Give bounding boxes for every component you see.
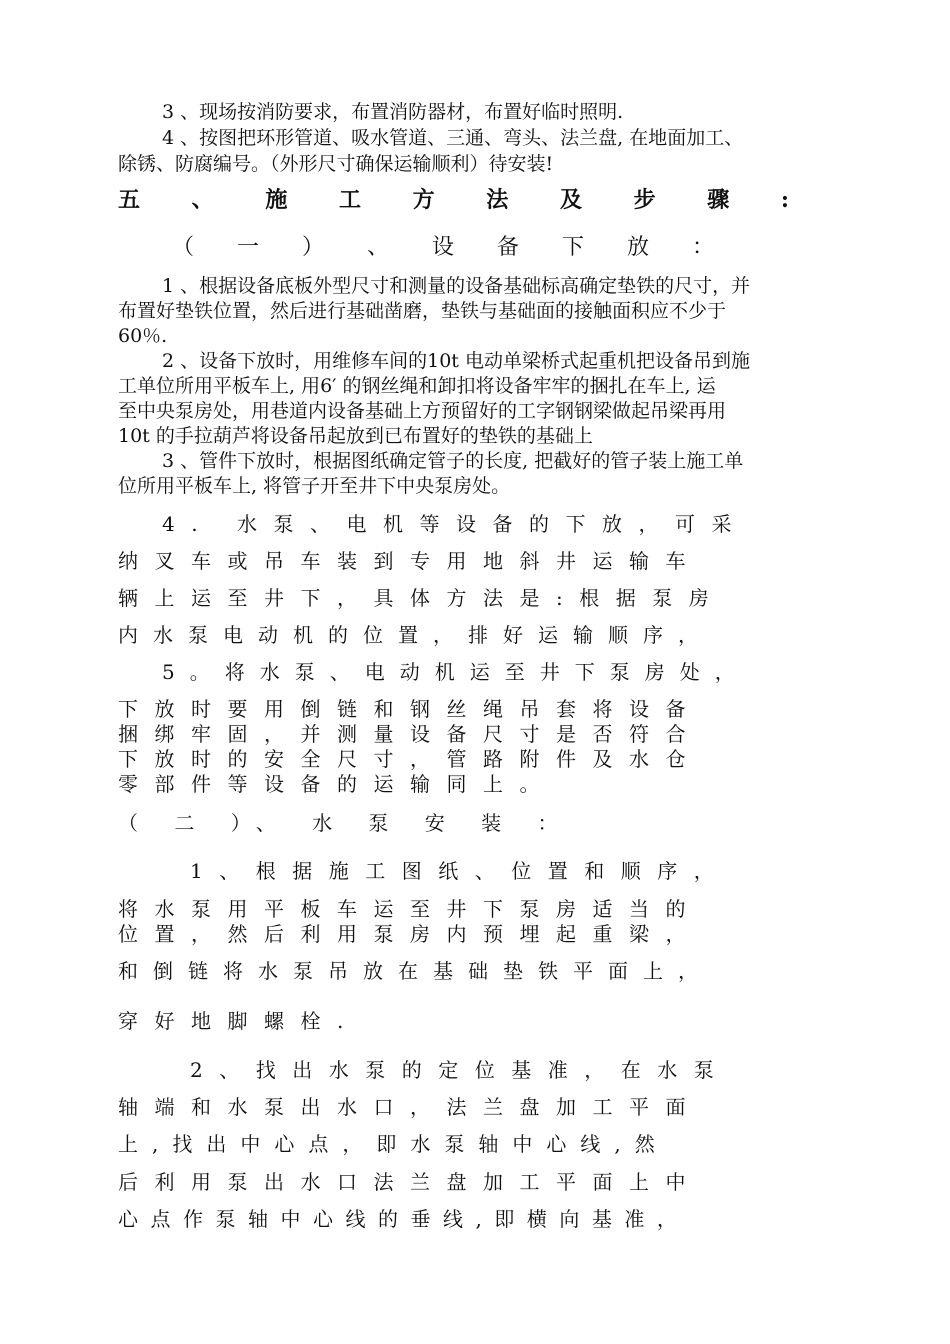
paragraph-line: 布置好垫铁位置，然后进行基础凿磨，垫铁与基础面的接触面积应不少于 bbox=[118, 300, 727, 322]
paragraph-line: 1 、根据设备底板外型尺寸和测量的设备基础标高确定垫铁的尺寸，并 bbox=[162, 275, 751, 297]
paragraph-line: 零部件等设备的运输同上。 bbox=[118, 772, 556, 796]
paragraph-line: 2 、设备下放时，用维修车间的10t 电动单梁桥式起重机把设备吊到施 bbox=[162, 350, 750, 372]
paragraph-line: 位置，然后利用泵房内预埋起重梁， bbox=[118, 922, 702, 946]
subsection-heading: （ 二 ）、 水 泵 安 装 ： bbox=[118, 811, 573, 835]
paragraph-line: 工单位所用平板车上, 用6′ 的钢丝绳和卸扣将设备牢牢的捆扎在车上, 运 bbox=[118, 375, 716, 397]
subsection-heading: （ 一 ） 、 设 备 下 放 ： bbox=[172, 235, 732, 260]
paragraph-line: 至中央泵房处，用巷道内设备基础上方预留好的工字钢钢梁做起吊梁再用 bbox=[118, 400, 727, 422]
paragraph-line: 2、找出水泵的定位基准，在水泵 bbox=[190, 1058, 731, 1082]
paragraph-line: 4 、按图把环形管道、吸水管道、三通、弯头、法兰盘, 在地面加工、 bbox=[162, 127, 744, 149]
paragraph-line: 5。将水泵、电动机运至井下泵房处， bbox=[162, 660, 750, 684]
paragraph-line: 上,找出中心点，即水泵轴中心线,然 bbox=[118, 1132, 669, 1156]
paragraph-line: 捆绑牢固，并测量设备尺寸是否符合 bbox=[118, 722, 702, 746]
paragraph-line: 位所用平板车上, 将管子开至井下中央泵房处。 bbox=[118, 475, 511, 497]
paragraph-line: 轴端和水泵出水口，法兰盘加工平面 bbox=[118, 1095, 702, 1119]
paragraph-line: 10t 的手拉葫芦将设备吊起放到已布置好的垫铁的基础上 bbox=[118, 425, 593, 447]
paragraph-line: 后利用泵出水口法兰盘加工平面上中 bbox=[118, 1170, 702, 1194]
paragraph-line: 内水泵电动机的位置，排好运输顺序， bbox=[118, 623, 713, 647]
paragraph-line: 1、根据施工图纸、位置和顺序， bbox=[190, 859, 731, 883]
paragraph-line: 下放时的安全尺寸，管路附件及水仓 bbox=[118, 747, 702, 771]
paragraph-line: 60％. bbox=[118, 325, 168, 347]
paragraph-line: 将水泵用平板车运至井下泵房适当的 bbox=[118, 897, 702, 921]
paragraph-line: 穿好地脚螺栓. bbox=[118, 1009, 360, 1033]
section-heading: 五 、 施 工 方 法 及 步 骤 : bbox=[118, 187, 812, 213]
paragraph-line: 3 、管件下放时，根据图纸确定管子的长度, 把截好的管子装上施工单 bbox=[162, 450, 744, 472]
paragraph-line: 3 、现场按消防要求，布置消防器材，布置好临时照明. bbox=[162, 101, 624, 123]
paragraph-line: 心点作泵轴中心线的垂线,即横向基准， bbox=[118, 1207, 690, 1231]
paragraph-line: 纳叉车或吊车装到专用地斜井运输车 bbox=[118, 549, 702, 573]
paragraph-line: 除锈、防腐编号。（外形尺寸确保运输顺利）待安装! bbox=[118, 153, 554, 175]
paragraph-line: 辆上运至井下，具体方法是:根据泵房 bbox=[118, 586, 726, 610]
paragraph-line: 4. 水泵、电机等设备的下放，可采 bbox=[162, 512, 748, 536]
paragraph-line: 和倒链将水泵吊放在基础垫铁平面上， bbox=[118, 959, 713, 983]
paragraph-line: 下放时要用倒链和钢丝绳吊套将设备 bbox=[118, 697, 702, 721]
